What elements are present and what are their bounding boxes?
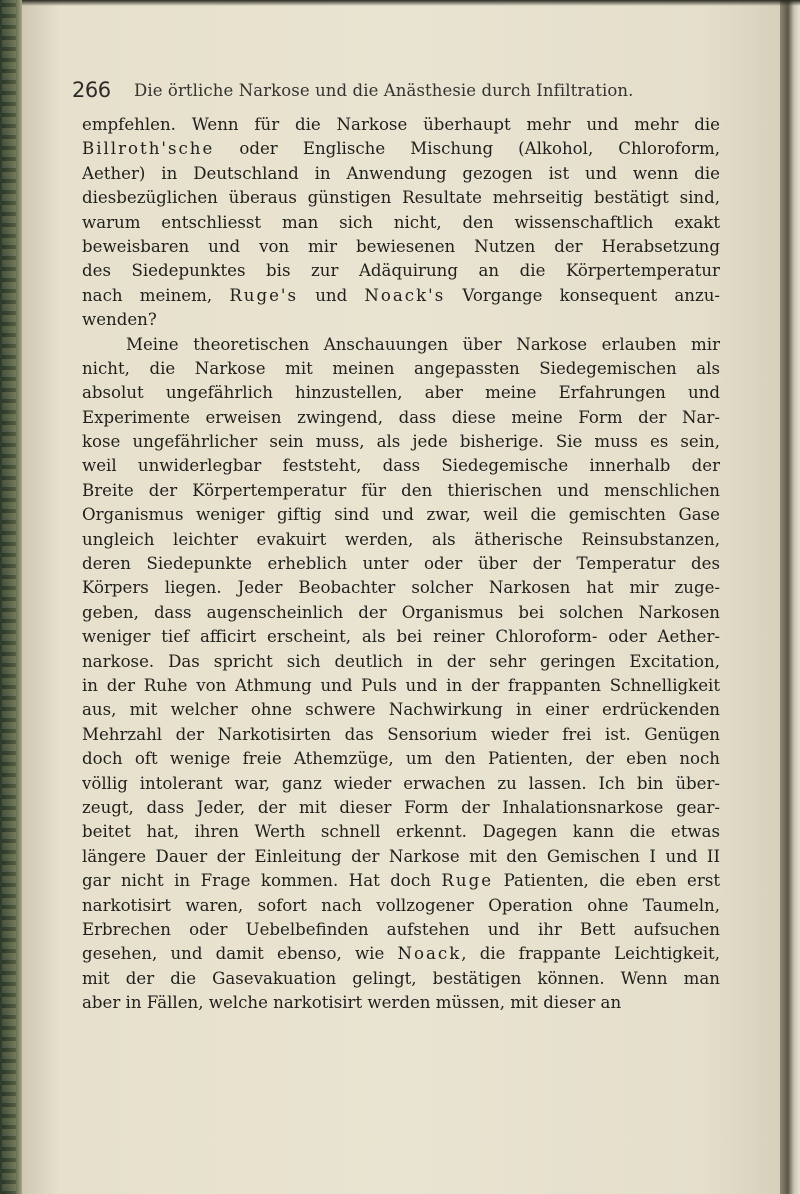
text-line: Aether) in Deutschland in Anwendung gezogen ist und wenn die	[82, 163, 720, 183]
text-line: längere Dauer der Einleitung der Narkose mit den Gemischen I und II	[82, 846, 720, 866]
text-line: kose ungefährlicher sein muss, als jede bisherige. Sie muss es sein,	[82, 432, 720, 452]
text-line: Erbrechen oder Uebelbefinden aufstehen und ihr Bett aufsuchen	[82, 919, 720, 939]
text-line: Organismus weniger giftig sind und zwar, weil die gemischten Gase	[82, 505, 720, 525]
text-line: geben, dass augenscheinlich der Organismus bei solchen Narkosen	[82, 602, 720, 622]
text-line: ungleich leichter evakuirt werden, als ätherische Reinsubstanzen,	[82, 529, 720, 549]
text-line: völlig intolerant war, ganz wieder erwachen zu lassen. Ich bin über-	[82, 773, 720, 793]
text-line: Meine theoretischen Anschauungen über Narkose erlauben mir	[126, 334, 720, 354]
text-line: empfehlen. Wenn für die Narkose überhaupt mehr und mehr die	[82, 115, 720, 134]
text-line: Billroth'sche oder Englische Mischung (Alkohol, Chloroform,	[82, 139, 720, 159]
text-line: in der Ruhe von Athmung und Puls und in der frappanten Schnelligkeit	[82, 675, 720, 695]
spine-texture	[2, 0, 16, 1194]
text-line: beitet hat, ihren Werth schnell erkennt. Dagegen kann die etwas	[82, 822, 720, 842]
text-line: Breite der Körpertemperatur für den thierischen und menschlichen	[82, 480, 720, 500]
text-line: warum entschliesst man sich nicht, den wissenschaftlich exakt	[82, 212, 720, 232]
text-line: narkotisirt waren, sofort nach vollzogener Operation ohne Taumeln,	[82, 895, 720, 915]
text-line: wenden?	[82, 310, 157, 330]
book-spine	[0, 0, 22, 1194]
text-line: beweisbaren und von mir bewiesenen Nutzen der Herabsetzung	[82, 236, 720, 256]
text-line: narkose. Das spricht sich deutlich in der sehr geringen Excitation,	[82, 651, 720, 671]
text-line: Körpers liegen. Jeder Beobachter solcher Narkosen hat mir zuge-	[82, 578, 720, 598]
text-line: nach meinem, Ruge's und Noack's Vorgange konsequent anzu-	[82, 285, 720, 305]
text-line: diesbezüglichen überaus günstigen Resultate mehrseitig bestätigt sind,	[82, 188, 720, 208]
page-edge	[780, 0, 800, 1194]
text-line: Mehrzahl der Narkotisirten das Sensorium wieder frei ist. Genügen	[82, 724, 720, 744]
text-line: gar nicht in Frage kommen. Hat doch Ruge Patienten, die eben erst	[82, 871, 720, 891]
text-line: des Siedepunktes bis zur Adäquirung an die Körpertemperatur	[82, 261, 720, 281]
text-line: gesehen, und damit ebenso, wie Noack, die frappante Leichtigkeit,	[82, 944, 720, 964]
text-line: doch oft wenige freie Athemzüge, um den Patienten, der eben noch	[82, 749, 720, 769]
text-line: Experimente erweisen zwingend, dass diese meine Form der Nar-	[82, 407, 720, 427]
text-line: aber in Fällen, welche narkotisirt werden müssen, mit dieser an	[82, 993, 622, 1013]
text-line: nicht, die Narkose mit meinen angepassten Siedegemischen als	[82, 358, 720, 378]
text-line: aus, mit welcher ohne schwere Nachwirkung in einer erdrückenden	[82, 700, 720, 720]
text-line: weil unwiderlegbar feststeht, dass Siedegemische innerhalb der	[82, 456, 720, 476]
text-line: zeugt, dass Jeder, der mit dieser Form der Inhalationsnarkose gear-	[82, 797, 720, 817]
text-line: deren Siedepunkte erheblich unter oder über der Temperatur des	[82, 554, 720, 574]
text-line: mit der die Gasevakuation gelingt, bestätigen können. Wenn man	[82, 968, 720, 988]
running-head: Die örtliche Narkose und die Anästhesie durch Infiltration.	[134, 81, 634, 100]
page-header	[72, 78, 712, 108]
text-line: weniger tief afficirt erscheint, als bei reiner Chloroform- oder Aether-	[82, 627, 720, 647]
body-text	[82, 113, 720, 1015]
top-shadow	[22, 0, 800, 6]
page-number: 266	[72, 78, 111, 102]
text-line: absolut ungefährlich hinzustellen, aber meine Erfahrungen und	[82, 383, 720, 403]
